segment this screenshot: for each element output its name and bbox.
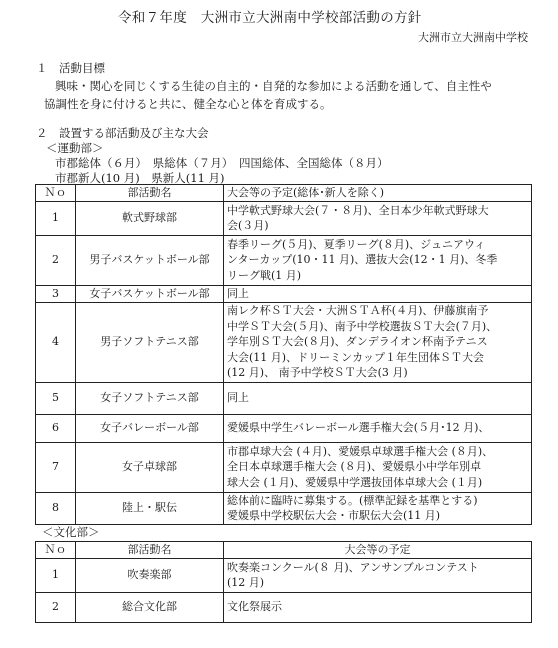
event-line: 大会(11 月)、ドリーミンカップ１年生団体ＳＴ大会 bbox=[227, 350, 484, 364]
event-line: 吹奏楽コンクール(８ 月)、アンサンブルコンテスト bbox=[227, 560, 479, 574]
row-number: 4 bbox=[36, 302, 76, 382]
table-row bbox=[36, 558, 532, 592]
events-cell bbox=[224, 558, 532, 592]
table-header-row bbox=[36, 185, 532, 202]
event-line: 文化祭展示 bbox=[227, 600, 282, 614]
events-cell bbox=[224, 285, 532, 302]
culture-club-table bbox=[35, 541, 532, 623]
event-line: 南レク杯ＳＴ大会・大洲ＳＴＡ杯(４月)、伊藤旗南予 bbox=[227, 304, 489, 318]
school-name: 大洲市立大洲南中学校 bbox=[418, 31, 528, 44]
event-line: 春季リーグ(５月)、夏季リーグ(８月)、ジュニアウィ bbox=[227, 237, 486, 251]
event-line: 全日本卓球選手権大会 (８月)、愛媛県小中学年別卓 bbox=[227, 460, 482, 474]
page-title: 令和７年度 大洲市立大洲南中学校部活動の方針 bbox=[118, 10, 422, 26]
header-no: Ｎｏ bbox=[36, 542, 76, 559]
section1-line1: 興味・関心を同じくする生徒の自主的・自発的な参加による活動を通して、自主性や bbox=[55, 79, 492, 93]
events-cell bbox=[224, 382, 532, 414]
section1-line2: 協調性を身に付けると共に、健全な心と体を育成する。 bbox=[44, 97, 332, 111]
events-cell bbox=[224, 302, 532, 382]
events-cell bbox=[224, 414, 532, 442]
row-number: 1 bbox=[36, 558, 76, 592]
club-name: 男子バスケットボール部 bbox=[76, 235, 224, 285]
row-number: 8 bbox=[36, 492, 76, 524]
event-line: 会(３月) bbox=[227, 219, 269, 232]
header-club-name: 部活動名 bbox=[76, 542, 224, 559]
event-line: 同上 bbox=[227, 286, 249, 300]
row-number: 5 bbox=[36, 382, 76, 414]
row-number: 1 bbox=[36, 201, 76, 235]
sports-club-table bbox=[35, 184, 532, 525]
tournaments-line2: 市郡新人(10 月) 県新人(11 月) bbox=[55, 171, 225, 185]
sports-category-label: ＜運動部＞ bbox=[46, 141, 104, 155]
club-name: 女子バスケットボール部 bbox=[76, 285, 224, 302]
club-name: 陸上・駅伝 bbox=[76, 492, 224, 524]
club-name: 女子バレーボール部 bbox=[76, 414, 224, 442]
header-events: 大会等の予定 bbox=[224, 542, 532, 559]
event-line: ンターカップ(10・11 月)、選抜大会(12・1 月)、冬季 bbox=[227, 253, 498, 267]
table-row bbox=[36, 201, 532, 235]
event-line: 同上 bbox=[227, 391, 249, 405]
events-cell bbox=[224, 235, 532, 285]
table-header-row bbox=[36, 542, 532, 559]
events-cell bbox=[224, 492, 532, 524]
club-name: 女子ソフトテニス部 bbox=[76, 382, 224, 414]
club-name: 総合文化部 bbox=[76, 592, 224, 622]
section2-heading: ２ 設置する部活動及び主な大会 bbox=[36, 126, 209, 140]
club-name: 吹奏楽部 bbox=[76, 558, 224, 592]
row-number: 2 bbox=[36, 235, 76, 285]
header-club-name: 部活動名 bbox=[76, 185, 224, 202]
row-number: 6 bbox=[36, 414, 76, 442]
event-line: 総体前に臨時に募集する。(標準記録を基準とする) bbox=[227, 493, 478, 507]
events-cell bbox=[224, 442, 532, 492]
tournaments-line1: 市郡総体（６月） 県総体（７月） 四国総体、全国総体（８月） bbox=[55, 156, 389, 170]
table-row bbox=[36, 442, 532, 492]
event-line: 市郡卓球大会 (４月)、愛媛県卓球選手権大会 (８月)、 bbox=[227, 444, 494, 458]
event-line: 中学ＳＴ大会(５月)、南予中学校選抜ＳＴ大会(７月)、 bbox=[227, 319, 498, 333]
event-line: リーグ戦(1 月) bbox=[227, 268, 302, 282]
event-line: (12 月) bbox=[227, 576, 265, 589]
table-row bbox=[36, 492, 532, 524]
table-row bbox=[36, 302, 532, 382]
header-events: 大会等の予定(総体･新人を除く) bbox=[224, 185, 532, 202]
row-number: 2 bbox=[36, 592, 76, 622]
event-line: 愛媛県中学校駅伝大会・市駅伝大会(11 月) bbox=[227, 509, 441, 522]
event-line: 中学軟式野球大会(７・８月)、全日本少年軟式野球大 bbox=[227, 203, 489, 217]
events-cell bbox=[224, 201, 532, 235]
row-number: 7 bbox=[36, 442, 76, 492]
club-name: 軟式野球部 bbox=[76, 201, 224, 235]
table-row bbox=[36, 592, 532, 622]
table-row bbox=[36, 382, 532, 414]
event-line: (12 月)、 南予中学校ＳＴ大会(3 月) bbox=[227, 366, 408, 380]
header-no: Ｎｏ bbox=[36, 185, 76, 202]
club-name: 女子卓球部 bbox=[76, 442, 224, 492]
club-name: 男子ソフトテニス部 bbox=[76, 302, 224, 382]
table-row bbox=[36, 414, 532, 442]
event-line: 学年別ＳＴ大会(８月)、ダンデライオン杯南予テニス bbox=[227, 335, 488, 349]
event-line: 愛媛県中学生バレーボール選手権大会(５月･12 月)、 bbox=[227, 421, 490, 435]
table-row bbox=[36, 285, 532, 302]
section1-heading: １ 活動目標 bbox=[36, 61, 105, 75]
table-row bbox=[36, 235, 532, 285]
events-cell bbox=[224, 592, 532, 622]
event-line: 球大会 (１月)、愛媛県中学選抜団体卓球大会 (１月) bbox=[227, 475, 483, 489]
culture-category-label: ＜文化部＞ bbox=[42, 525, 100, 539]
row-number: 3 bbox=[36, 285, 76, 302]
